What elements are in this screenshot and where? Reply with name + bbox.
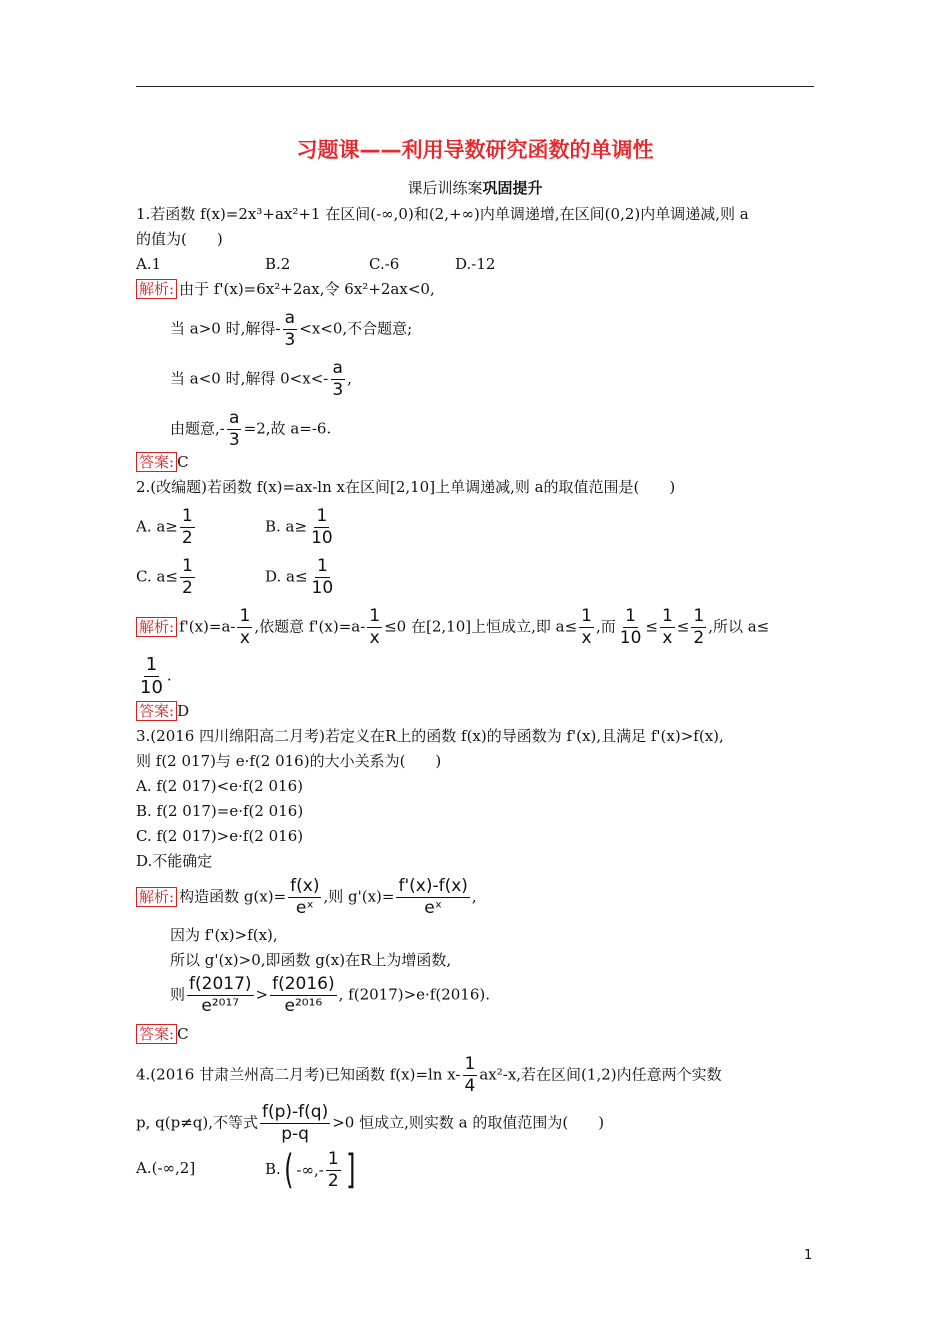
q4-stem-b: ax²-x,若在区间(1,2)内任意两个实数	[479, 1065, 722, 1084]
q2-sol-b: ,依题意 f'(x)=a-	[254, 617, 366, 636]
answer-label: 答案:	[136, 1024, 177, 1044]
subtitle-bold: 巩固提升	[482, 179, 543, 197]
q3-sol4-a: 则	[170, 985, 186, 1004]
page-subtitle	[0, 178, 950, 198]
frac-denominator: 10	[311, 528, 333, 548]
frac-denominator: 4	[464, 1076, 476, 1096]
q4-opt-b-text: B.	[265, 1160, 281, 1178]
frac-denominator: 2	[693, 628, 705, 648]
q1-sol2-b: <x<0,不合题意;	[299, 319, 413, 338]
q1-stem-cont: 的值为( )	[136, 230, 223, 248]
q2-sol-g: ,所以 a≤	[708, 617, 770, 636]
frac-denominator: p-q	[281, 1124, 309, 1144]
q2-stem: 2.(改编题)若函数 f(x)=ax-ln x在区间[2,10]上单调递减,则 a的取值范围是( )	[136, 478, 676, 496]
page-number: 1	[804, 1248, 813, 1263]
q3-sol1-b: ,则 g'(x)=	[323, 887, 395, 906]
q4-stem2-a: p, q(p≠q),不等式	[136, 1113, 258, 1132]
q2-option-a	[136, 508, 197, 547]
q3-frac-2016	[270, 976, 337, 1015]
q2-frac-1-10-d	[310, 558, 336, 597]
frac-denominator: eˣ	[295, 898, 314, 918]
q1-sol4-a: 由题意,-	[170, 419, 225, 438]
q1-answer-value: C	[177, 453, 189, 471]
q1-frac-a-over-3-b	[330, 360, 345, 399]
q2-answer-value: D	[177, 702, 190, 720]
frac-denominator: 10	[140, 677, 163, 698]
q1-sol3-a: 当 a<0 时,解得 0<x<-	[170, 369, 329, 388]
frac-numerator: f(2017)	[189, 974, 252, 994]
frac-denominator: 2	[181, 528, 193, 548]
q3-frac-derivative	[396, 878, 469, 917]
frac-numerator: 1	[181, 506, 193, 526]
q3-option-b: B. f(2 017)=e·f(2 016)	[136, 802, 304, 820]
frac-numerator: 1	[661, 606, 673, 626]
frac-denominator: 10	[619, 628, 642, 648]
left-bracket: (	[283, 1147, 294, 1193]
q3-answer-value: C	[177, 1025, 189, 1043]
frac-denominator: x	[581, 628, 592, 648]
q3-solution-line4	[170, 976, 490, 1015]
q1-frac-a-over-3-c	[227, 410, 242, 449]
q4-frac-1-2	[326, 1148, 341, 1191]
q2-frac-1-10-end	[138, 656, 165, 697]
q2-frac-1-x	[237, 608, 252, 647]
frac-numerator: a	[284, 308, 296, 328]
q1-stem: 1.若函数 f(x)=2x³+ax²+1 在区间(-∞,0)和(2,+∞)内单调递增,在区间(0,2)内单调递减,则 a	[136, 205, 749, 223]
q2-frac-1-10	[309, 508, 335, 547]
frac-numerator: 1	[464, 1054, 476, 1074]
q3-sol1-c: ,	[471, 887, 477, 906]
q2-frac-1-2	[180, 508, 195, 547]
frac-numerator: 1	[145, 654, 158, 675]
frac-denominator: 10	[311, 578, 334, 598]
q4-option-a: A.(-∞,2]	[136, 1159, 196, 1177]
frac-denominator: 2	[327, 1170, 339, 1191]
frac-numerator: f'(x)-f(x)	[398, 876, 468, 896]
frac-numerator: 1	[239, 606, 251, 626]
frac-denominator: e²⁰¹⁷	[201, 996, 240, 1016]
q4-frac-difference-quotient	[260, 1104, 330, 1143]
answer-label: 答案:	[136, 452, 177, 472]
q2-solution-cont	[136, 656, 172, 697]
q1-sol4-b: =2,故 a=-6.	[243, 419, 332, 438]
frac-denominator: x	[662, 628, 673, 648]
frac-numerator: f(2016)	[272, 974, 335, 994]
frac-numerator: 1	[581, 606, 592, 626]
q1-sol1-text: 由于 f'(x)=6x²+2ax,令 6x²+2ax<0,	[179, 280, 435, 298]
frac-numerator: 1	[316, 556, 328, 576]
q3-option-d: D.不能确定	[136, 852, 213, 870]
frac-numerator: a	[332, 358, 343, 378]
q2-sol-f: ≤	[676, 617, 690, 636]
q1-sol3-b: ,	[347, 369, 352, 388]
solution-label: 解析:	[136, 887, 177, 907]
frac-numerator: 1	[625, 606, 636, 626]
q2-opt-b-text: B. a≥	[265, 517, 308, 536]
q4-stem-cont	[136, 1104, 604, 1143]
frac-denominator: 3	[228, 430, 240, 450]
q2-frac-1-2-s	[691, 608, 706, 647]
frac-numerator: 1	[182, 556, 193, 576]
answer-label: 答案:	[136, 701, 177, 721]
q2-sol-e: ≤	[645, 617, 658, 636]
q2-option-b	[265, 508, 337, 547]
q3-sol4-c: , f(2017)>e·f(2016).	[338, 985, 491, 1004]
q1-solution-line3	[170, 360, 352, 399]
q2-frac-1-x-d	[660, 608, 675, 647]
frac-denominator: 3	[332, 380, 344, 400]
q3-solution-line3: 所以 g'(x)>0,即函数 g(x)在R上为增函数,	[170, 951, 452, 969]
solution-label: 解析:	[136, 617, 177, 637]
page-title: 习题课——利用导数研究函数的单调性	[296, 138, 654, 162]
q4-interval-bracket	[281, 1147, 358, 1193]
q1-sol2-a: 当 a>0 时,解得-	[170, 319, 281, 338]
q4-option-b	[265, 1147, 358, 1193]
q3-sol4-b: >	[255, 985, 269, 1004]
q3-solution-line2: 因为 f'(x)>f(x),	[170, 926, 278, 944]
right-bracket: ]	[345, 1147, 356, 1193]
q2-opt-c-text: C. a≤	[136, 567, 178, 586]
q3-option-c: C. f(2 017)>e·f(2 016)	[136, 827, 304, 845]
q2-option-c	[136, 558, 197, 597]
frac-numerator: f(p)-f(q)	[262, 1102, 329, 1122]
q2-frac-1-10-s	[618, 608, 644, 647]
q4-opt-b-inner: -∞,-	[296, 1161, 324, 1179]
q3-frac-fx-ex	[288, 878, 321, 917]
q1-option-a: A.1	[136, 255, 162, 273]
q3-sol1-a: 构造函数 g(x)=	[179, 887, 287, 906]
q2-sol-c: ≤0 在[2,10]上恒成立,即 a≤	[384, 617, 578, 636]
solution-label: 解析:	[136, 279, 177, 299]
frac-denominator: 3	[284, 330, 296, 350]
q1-option-b: B.2	[265, 255, 291, 273]
frac-denominator: e²⁰¹⁶	[284, 996, 323, 1016]
q2-solution	[136, 608, 769, 647]
q2-sol-end: .	[166, 666, 172, 685]
frac-denominator: x	[369, 628, 380, 648]
q3-solution-line1	[136, 878, 477, 917]
q2-sol-d: ,而	[595, 617, 616, 636]
q3-answer	[136, 1024, 189, 1044]
q2-frac-1-x-c	[579, 608, 594, 647]
frac-numerator: 1	[693, 606, 705, 626]
q3-option-a: A. f(2 017)<e·f(2 016)	[136, 777, 303, 795]
q4-stem-a: 4.(2016 甘肃兰州高二月考)已知函数 f(x)=ln x-	[136, 1065, 461, 1084]
q1-frac-a-over-3	[282, 310, 297, 349]
q2-sol-a: f'(x)=a-	[179, 617, 236, 636]
frac-numerator: f(x)	[290, 876, 320, 896]
q2-opt-d-text: D. a≤	[265, 567, 308, 586]
q1-answer	[136, 452, 189, 472]
q1-solution-line4	[170, 410, 331, 449]
q3-stem: 3.(2016 四川绵阳高二月考)若定义在R上的函数 f(x)的导函数为 f'(x),且满足 f'(x)>f(x),	[136, 727, 724, 745]
frac-numerator: 1	[327, 1148, 339, 1169]
q2-frac-1-x-b	[367, 608, 382, 647]
q1-option-d: D.-12	[455, 255, 496, 273]
q3-frac-2017	[187, 976, 254, 1015]
frac-denominator: eˣ	[424, 898, 443, 918]
q1-solution-line1	[136, 279, 435, 299]
q1-solution-line2	[170, 310, 412, 349]
header-rule	[136, 86, 814, 87]
q2-answer	[136, 701, 189, 721]
q2-frac-1-2-c	[180, 558, 195, 597]
q2-option-d	[265, 558, 337, 597]
q4-frac-1-4	[463, 1056, 478, 1095]
q4-stem2-b: >0 恒成立,则实数 a 的取值范围为( )	[332, 1113, 605, 1132]
frac-denominator: x	[239, 628, 250, 648]
q4-stem	[136, 1056, 722, 1095]
frac-denominator: 2	[182, 578, 193, 598]
frac-numerator: 1	[316, 506, 328, 526]
q3-stem-cont: 则 f(2 017)与 e·f(2 016)的大小关系为( )	[136, 752, 442, 770]
q1-option-c: C.-6	[369, 255, 400, 273]
frac-numerator: 1	[369, 606, 381, 626]
q2-opt-a-text: A. a≥	[136, 517, 178, 536]
subtitle-main: 课后训练案	[407, 179, 483, 197]
frac-numerator: a	[229, 408, 240, 428]
